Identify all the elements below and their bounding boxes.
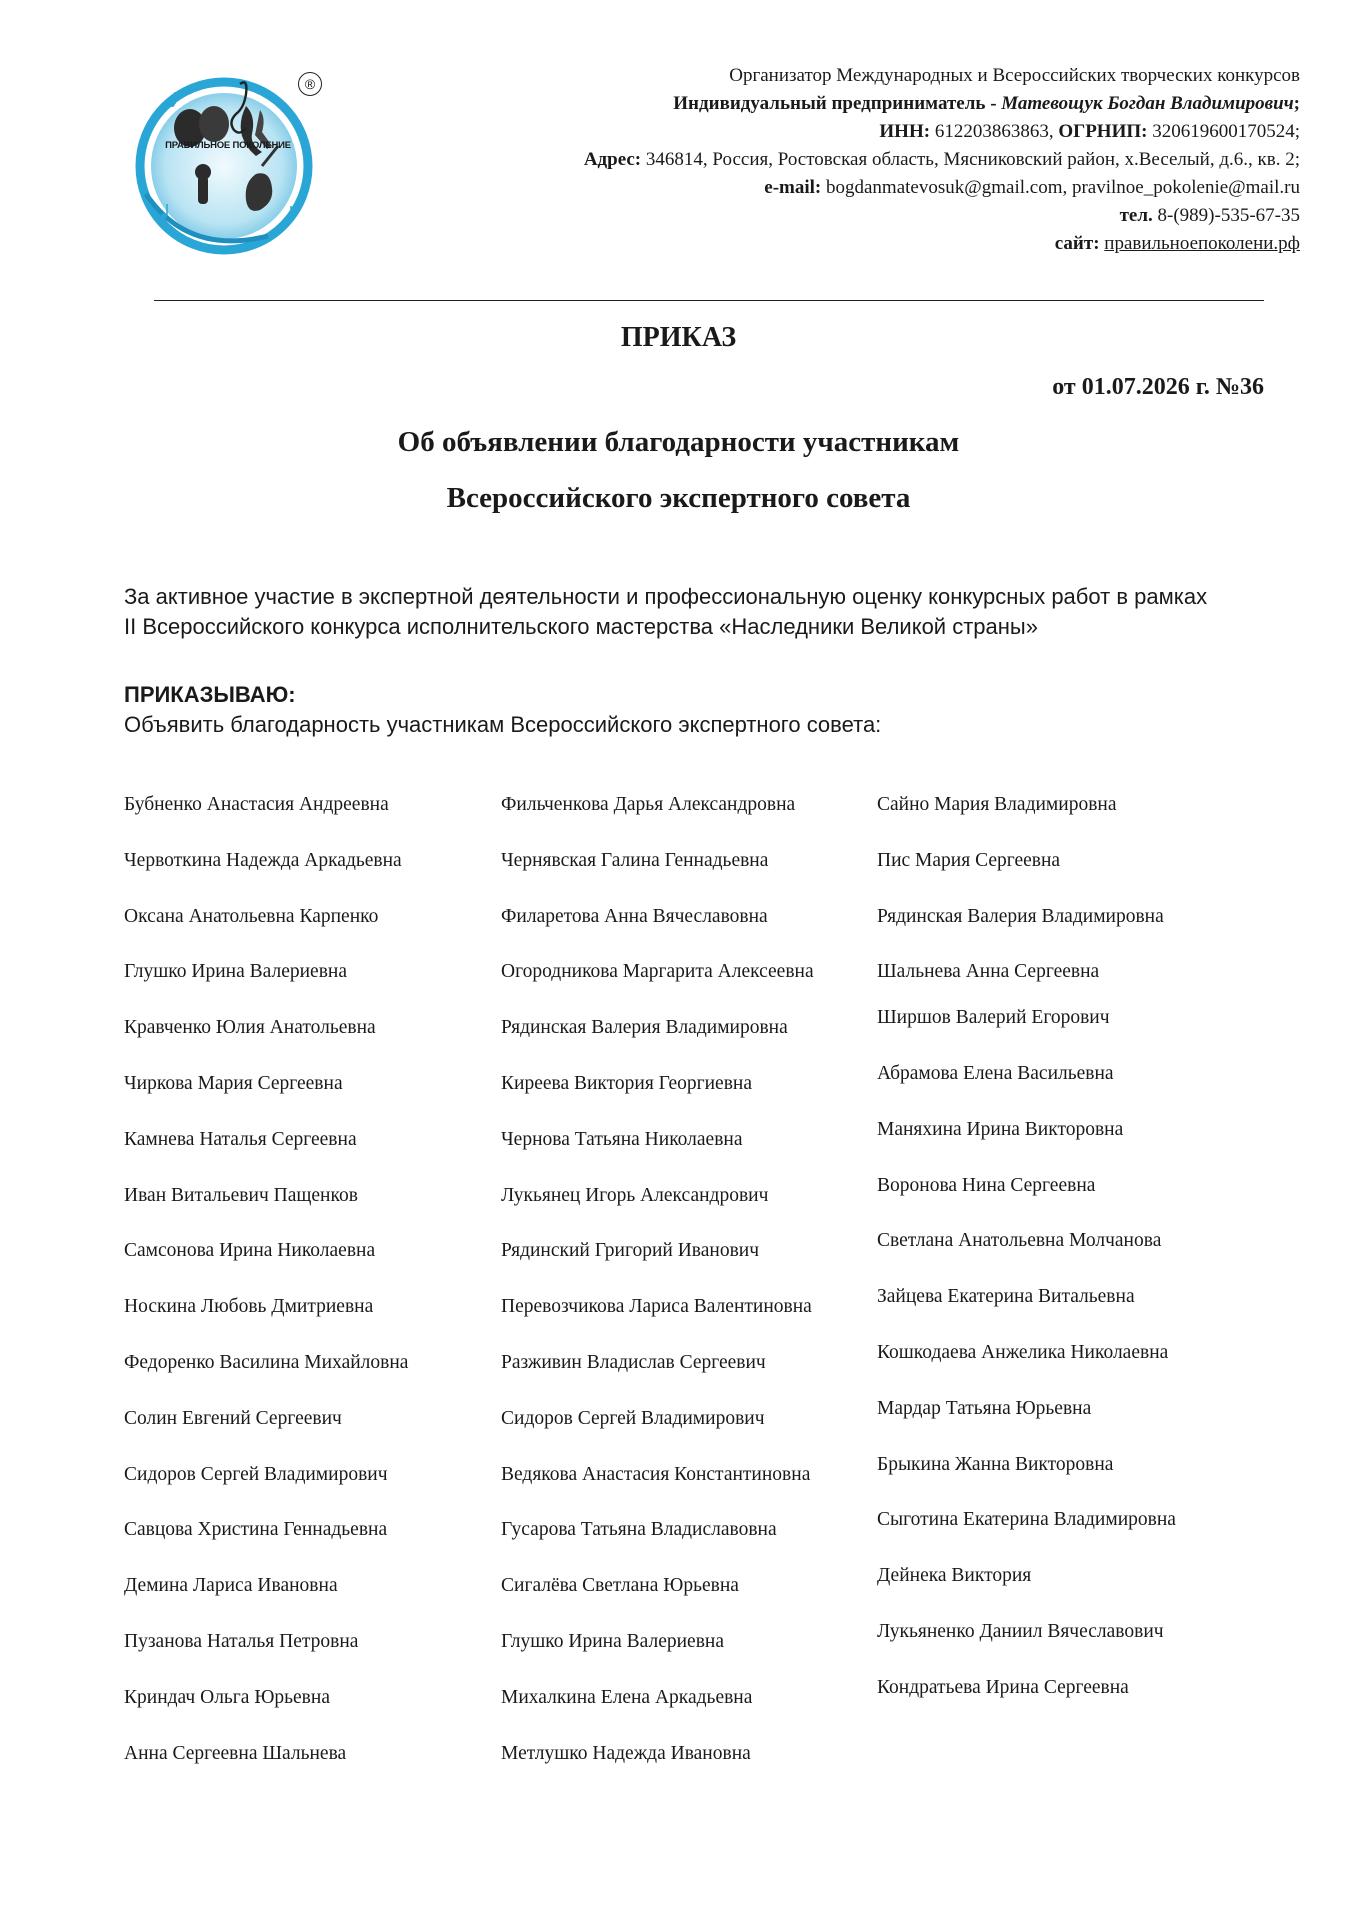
subject-line-2: Всероссийского экспертного совета	[446, 482, 911, 514]
participant-name: Сидоров Сергей Владимирович	[501, 1407, 765, 1429]
participant-name: Пис Мария Сергеевна	[877, 849, 1061, 871]
preamble-line-2: II Всероссийского конкурса исполнительского мастерства «Наследники Великой страны»	[124, 614, 1038, 639]
participant-name: Воронова Нина Сергеевна	[877, 1174, 1096, 1196]
order-subject	[0, 414, 1357, 526]
participant-name: Чернявская Галина Геннадьевна	[501, 849, 769, 871]
header-inn-line: ИНН: 612203863863, ОГРНИП: 320619600170524;	[879, 121, 1300, 142]
participant-name: Глушко Ирина Валериевна	[501, 1630, 725, 1652]
participant-name: Рядинская Валерия Владимировна	[877, 905, 1164, 927]
participant-name: Кошкодаева Анжелика Николаевна	[877, 1341, 1169, 1363]
subject-line-1: Об объявлении благодарности участникам	[397, 426, 960, 458]
header-phone-line: тел. 8-(989)-535-67-35	[1119, 205, 1300, 226]
order-word: ПРИКАЗЫВАЮ:	[124, 682, 296, 707]
header-divider	[154, 300, 1264, 301]
preamble-line-1: За активное участие в экспертной деятельности и профессиональную оценку конкурсных работ в рамках	[124, 584, 1208, 609]
site-link[interactable]: правильноепоколени.рф	[1104, 233, 1300, 254]
order-date-number: от 01.07.2026 г. №36	[1052, 374, 1264, 400]
participant-name: Шальнева Анна Сергеевна	[877, 961, 1100, 983]
organizer-logo	[128, 66, 328, 256]
participant-name: Мардар Татьяна Юрьевна	[877, 1397, 1092, 1419]
participant-name: Рядинская Валерия Владимировна	[501, 1017, 788, 1039]
participant-name: Кравченко Юлия Анатольевна	[124, 1017, 376, 1039]
participant-name: Сигалёва Светлана Юрьевна	[501, 1575, 739, 1597]
participant-name: Самсонова Ирина Николаевна	[124, 1240, 376, 1262]
participant-name: Бубненко Анастасия Андреевна	[124, 794, 389, 815]
participant-name: Иван Витальевич Пащенков	[124, 1184, 358, 1206]
participant-name: Лукьянец Игорь Александрович	[501, 1184, 769, 1206]
participant-name: Киреева Виктория Георгиевна	[501, 1072, 753, 1094]
participant-name: Перевозчикова Лариса Валентиновна	[501, 1296, 812, 1318]
participant-name: Сыготина Екатерина Владимировна	[877, 1509, 1176, 1531]
participant-name: Ведякова Анастасия Константиновна	[501, 1463, 811, 1485]
participant-name: Светлана Анатольевна Молчанова	[877, 1230, 1162, 1252]
participant-name: Маняхина Ирина Викторовна	[877, 1118, 1124, 1140]
participant-name: Метлушко Надежда Ивановна	[501, 1742, 751, 1764]
header-address-line: Адрес: 346814, Россия, Ростовская область, Мясниковский район, х.Веселый, д.6., кв. 2;	[583, 149, 1300, 170]
participant-name: Криндач Ольга Юрьевна	[124, 1686, 330, 1708]
logo-caption: ПРАВИЛЬНОЕ ПОКОЛЕНИЕ	[165, 140, 291, 151]
order-text: Объявить благодарность участникам Всероссийского экспертного совета:	[124, 712, 882, 737]
participant-name: Солин Евгений Сергеевич	[124, 1407, 342, 1429]
participant-name: Разживин Владислав Сергеевич	[501, 1351, 766, 1373]
participant-name: Федоренко Василина Михайловна	[124, 1351, 409, 1373]
header-entrepreneur-line: Индивидуальный предприниматель - Матевощук Богдан Владимирович;	[673, 93, 1300, 114]
participants-column-2	[501, 790, 814, 1794]
participant-name: Филаретова Анна Вячеславовна	[501, 905, 768, 927]
participant-name: Кондратьева Ирина Сергеевна	[877, 1676, 1129, 1698]
participant-name: Савцова Христина Геннадьевна	[124, 1519, 388, 1541]
registered-mark: ®	[298, 72, 322, 96]
participant-name: Демина Лариса Ивановна	[124, 1575, 338, 1597]
header-email-line: e-mail: bogdanmatevosuk@gmail.com, pravilnoe_pokolenie@mail.ru	[764, 177, 1300, 198]
participant-name: Чернова Татьяна Николаевна	[501, 1128, 743, 1150]
participant-name: Лукьяненко Даниил Вячеславович	[877, 1620, 1164, 1642]
participant-name: Глушко Ирина Валериевна	[124, 961, 348, 983]
participant-name: Ширшов Валерий Егорович	[877, 1007, 1110, 1029]
participant-name: Оксана Анатольевна Карпенко	[124, 905, 379, 927]
participant-name: Фильченкова Дарья Александровна	[501, 794, 796, 815]
header-site-line: сайт: правильноепоколени.рф	[1054, 233, 1300, 254]
participant-name: Огородникова Маргарита Алексеевна	[501, 961, 814, 983]
participant-name: Брыкина Жанна Викторовна	[877, 1453, 1114, 1475]
participant-name: Рядинский Григорий Иванович	[501, 1240, 760, 1262]
participant-name: Анна Сергеевна Шальнева	[124, 1742, 347, 1764]
participant-name: Пузанова Наталья Петровна	[124, 1630, 359, 1652]
logo-emblem-icon	[128, 66, 328, 256]
participant-name: Абрамова Елена Васильевна	[877, 1062, 1114, 1084]
participant-name: Камнева Наталья Сергеевна	[124, 1128, 357, 1150]
participant-name: Гусарова Татьяна Владиславовна	[501, 1519, 777, 1541]
participants-column-1	[124, 790, 408, 1794]
document-title: ПРИКАЗ	[620, 322, 737, 353]
participant-name: Зайцева Екатерина Витальевна	[877, 1286, 1135, 1308]
participant-name: Михалкина Елена Аркадьевна	[501, 1686, 753, 1708]
participant-name: Дейнека Виктория	[877, 1565, 1032, 1587]
participant-name: Носкина Любовь Дмитриевна	[124, 1296, 374, 1318]
participant-name: Чиркова Мария Сергеевна	[124, 1072, 343, 1094]
participant-name: Сайно Мария Владимировна	[877, 794, 1117, 815]
order-preamble	[124, 582, 1284, 642]
participants-column-3	[877, 790, 1176, 1739]
header-organizer-line: Организатор Международных и Всероссийских творческих конкурсов	[729, 65, 1300, 86]
organizer-header	[400, 62, 1300, 258]
participant-name: Сидоров Сергей Владимирович	[124, 1463, 388, 1485]
participant-name: Червоткина Надежда Аркадьевна	[124, 849, 402, 871]
